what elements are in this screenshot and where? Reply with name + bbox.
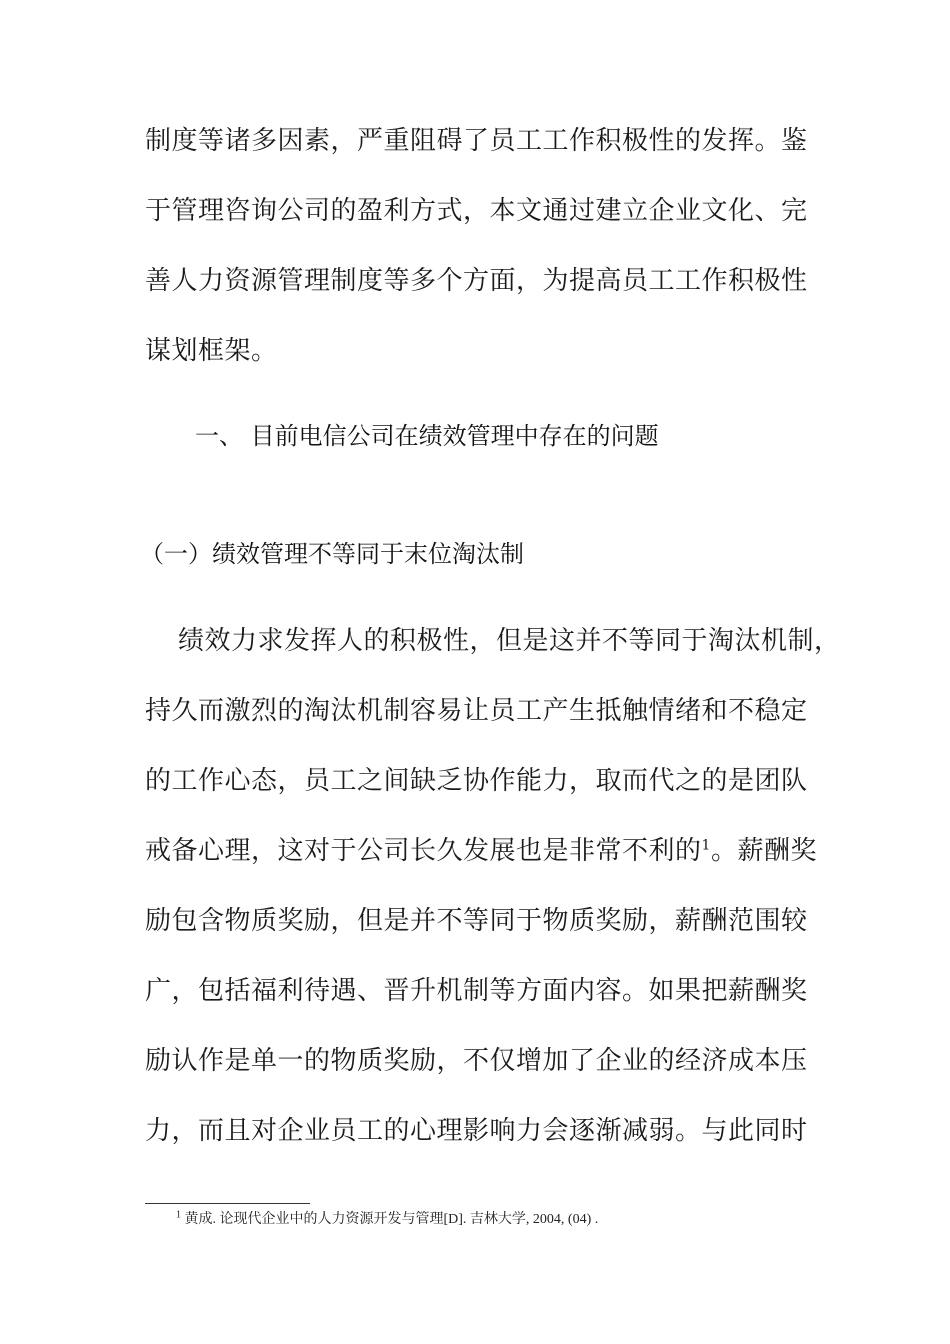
paragraph-line: 谋划框架。 (145, 336, 278, 366)
paragraph-line: 力，而且对企业员工的心理影响力会逐渐减弱。与此同时 (145, 1116, 808, 1146)
paragraph-line: 励认作是单一的物质奖励，不仅增加了企业的经济成本压 (145, 1046, 808, 1076)
subsection-heading: （一）绩效管理不等同于末位淘汰制 (140, 540, 524, 568)
paragraph-text: 。薪酬奖 (710, 836, 817, 866)
paragraph-line: 绩效力求发挥人的积极性，但是这并不等同于淘汰机制， (178, 626, 841, 656)
footnote-separator (145, 1203, 310, 1204)
paragraph-text: 戒备心理，这对于公司长久发展也是非常不利的 (145, 836, 702, 866)
paragraph-line: 的工作心态，员工之间缺乏协作能力，取而代之的是团队 (145, 766, 808, 796)
section-heading: 一、 目前电信公司在绩效管理中存在的问题 (195, 422, 659, 450)
footnote (176, 1210, 598, 1230)
footnote-marker: 1 (176, 1209, 181, 1221)
paragraph-line: 制度等诸多因素，严重阻碍了员工工作积极性的发挥。鉴 (145, 126, 808, 156)
paragraph-line: 广，包括福利待遇、晋升机制等方面内容。如果把薪酬奖 (145, 976, 808, 1006)
footnote-text: 黄成. 论现代企业中的人力资源开发与管理[D]. 吉林大学, 2004, (04) . (181, 1212, 599, 1227)
paragraph-line (145, 834, 817, 868)
footnote-reference[interactable]: 1 (701, 837, 711, 854)
paragraph-line: 于管理咨询公司的盈利方式，本文通过建立企业文化、完 (145, 196, 808, 226)
paragraph-line: 善人力资源管理制度等多个方面，为提高员工工作积极性 (145, 266, 808, 296)
paragraph-line: 励包含物质奖励，但是并不等同于物质奖励，薪酬范围较 (145, 906, 808, 936)
paragraph-line: 持久而激烈的淘汰机制容易让员工产生抵触情绪和不稳定 (145, 696, 808, 726)
